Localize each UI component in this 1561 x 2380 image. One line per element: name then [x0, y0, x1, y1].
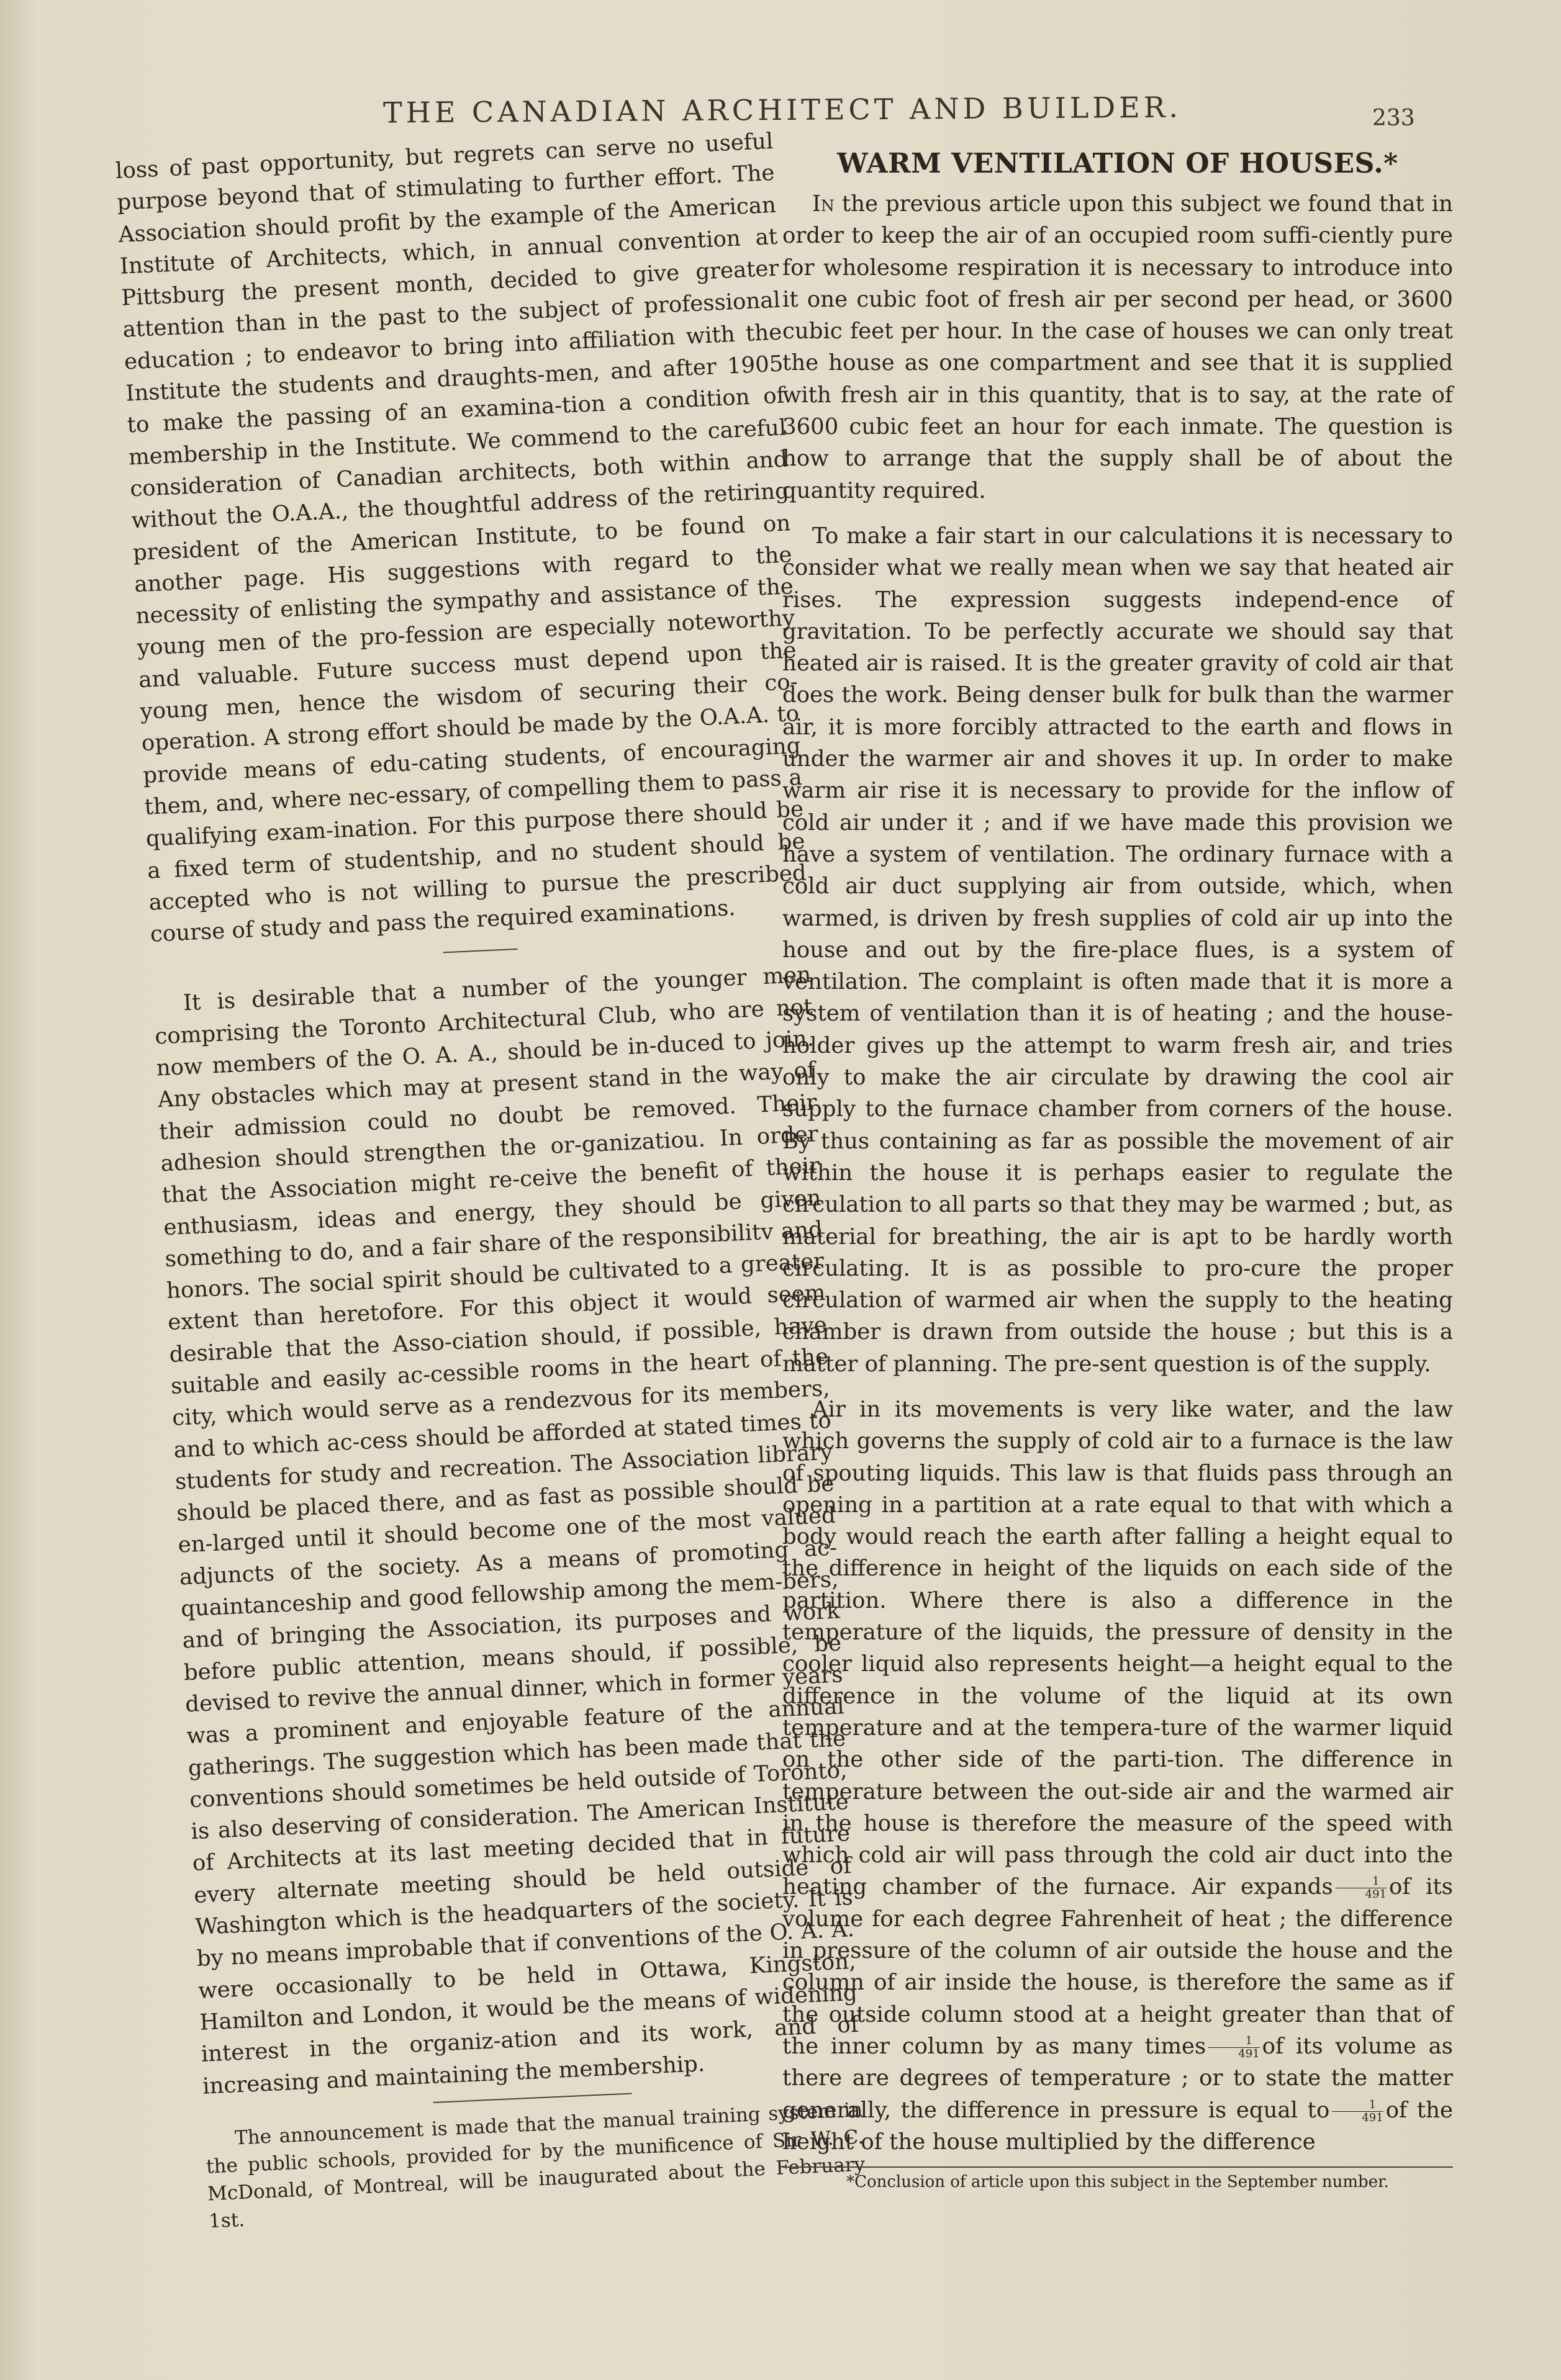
fraction-denominator: 491	[1238, 2047, 1260, 2060]
fraction-numerator: 1	[1208, 2035, 1259, 2048]
running-header: THE CANADIAN ARCHITECT AND BUILDER.	[382, 90, 1182, 130]
fraction-denominator: 491	[1362, 2111, 1383, 2124]
section-divider	[443, 949, 518, 953]
page-number: 233	[1372, 106, 1415, 131]
lead-word: In	[812, 191, 835, 217]
fraction-1-491	[1336, 1875, 1387, 1901]
fraction-numerator: 1	[1336, 1875, 1387, 1888]
fraction-numerator: 1	[1332, 2099, 1383, 2112]
left-column	[115, 125, 867, 2235]
article-paragraph-3-part-a: Air in its movements is very like water, and the law which governs the supply of cold air to a furnace is the law of spouting liquids. This law is that fluids pass through an opening in a partition at a rate equal to that with which a body would reach the earth after falling a height equal to the difference in height of the liquids on each side of the partition. Where there is also a difference in the temperature of the liquids, the pressure of density in the cooler liquid also represents height—a height equal to the difference in the volume of the liquid at its own temperature and at the tempera-ture of the warmer liquid on the other side of the parti-tion. The difference in temperature between the out-side air and the warmed air in the house is therefore the measure of the speed with which cold air will pass through the cold air duct into the heating chamber of the furnace. Air expands	[782, 1396, 1453, 1900]
fraction-1-491	[1332, 2099, 1383, 2124]
article-paragraph-3-part-b: of its volume for each degree Fahrenheit of heat ; the difference in pressure of the column of air outside the house and the column of air inside the house, is therefore the same as if the outside column stood at a height greater than that of the inner column by as many times	[782, 1874, 1453, 2059]
article-paragraph-3-part-d: of the height of the house multiplied by the difference	[782, 2097, 1453, 2155]
article-paragraph-3	[782, 1394, 1453, 2158]
article-title: WARM VENTILATION OF HOUSES.*	[837, 148, 1398, 179]
footnote-divider	[782, 2166, 1453, 2168]
fraction-denominator: 491	[1365, 1888, 1387, 1901]
section-divider-wide	[433, 2093, 632, 2103]
editorial-paragraph-2: It is desirable that a number of the younger men comprising the Toronto Architectural Club, who are not now members of the O. A. A., should be in-duced to join. Any obstacles which may at present stand in the way of their admission could no doubt be removed. Their adhesion should strengthen the or-ganizatiou. In order that the Association might re-ceive the benefit of their enthusiasm, ideas and energy, they should be given something to do, and a fair share of the responsibilitv and honors. The social spirit should be cultivated to a greater extent than heretofore. For this object it would seem desirable that the Asso-ciation should, if possible, have suitable and easily ac-cessible rooms in the heart of the city, which would serve as a rendezvous for its members, and to which ac-cess should be afforded at stated times to students for study and recreation. The Association library should be placed there, and as fast as possible should be en-larged until it should become one of the most valued adjuncts of the society. As a means of promoting ac-quaintanceship and good fellowship among the mem-bers, and of bringing the Association, its purposes and work before public attention, means should, if possible, be devised to revive the annual dinner, which in former years was a prominent and enjoyable feature of the annual gatherings. The suggestion which has been made that the conventions should sometimes be held outside of Toronto, is also deserving of consideration. The American Institute of Architects at its last meeting decided that in future every alternate meeting should be held outside of Washington which is the headquarters of the society. It is by no means improbable that if conventions of the O. A. A. were occasionally to be held in Ottawa, Kingston, Hamilton and London, it would be the means of widening interest in the organiz-ation and its work, and of increasing and maintaining the membership.	[154, 962, 859, 2099]
footnote: *Conclusion of article upon this subject in the September number.	[846, 2173, 1389, 2192]
article-paragraph-1	[782, 188, 1453, 507]
fraction-1-491	[1208, 2035, 1259, 2060]
article-paragraph-3-part-c: of its volume as there are degrees of temperature ; or to state the matter generally, the difference in pressure is equal to	[782, 2033, 1453, 2123]
right-column	[782, 148, 1453, 2193]
article-paragraph-1-text: the previous article upon this subject we found that in order to keep the air of an occupied room suffi-ciently pure for wholesome respiration it is necessary to introduce into it one cubic foot of fresh air per second per head, or 3600 cubic feet per hour. In the case of houses we can only treat the house as one compartment and see that it is supplied with fresh air in this quantity, that is to say, at the rate of 3600 cubic feet an hour for each inmate. The question is how to arrange that the supply shall be of about the quantity required.	[782, 191, 1453, 503]
article-paragraph-2: To make a fair start in our calculations it is necessary to consider what we really mean when we say that heated air rises. The expression suggests independ-ence of gravitation. To be perfectly accurate we should say that heated air is raised. It is the greater gravity of cold air that does the work. Being denser bulk for bulk than the warmer air, it is more forcibly attracted to the earth and flows in under the warmer air and shoves it up. In order to make warm air rise it is necessary to provide for the inflow of cold air under it ; and if we have made this provision we have a system of ventilation. The ordinary furnace with a cold air duct supplying air from outside, which, when warmed, is driven by fresh supplies of cold air up into the house and out by the fire-place flues, is a system of ventilation. The complaint is often made that it is more a system of ventilation than it is of heating ; and the house-holder gives up the attempt to warm fresh air, and tries only to make the air circulate by drawing the cool air supply to the furnace chamber from corners of the house. By thus containing as far as possible the movement of air within the house it is perhaps easier to regulate the circulation to all parts so that they may be warmed ; but, as material for breathing, the air is apt to be hardly worth circulating. It is as possible to pro-cure the proper circulation of warmed air when the supply to the heating chamber is drawn from outside the house ; but this is a matter of planning. The pre-sent question is of the supply.	[782, 523, 1453, 1377]
editorial-paragraph-1: loss of past opportunity, but regrets can serve no useful purpose beyond that of stimulating to further effort. The Association should profit by the example of the American Institute of Architects, which, in annual convention at Pittsburg the present month, decided to give greater attention than in the past to the subject of professional education ; to endeavor to bring into affiliation with the Institute the students and draughts-men, and after 1905 to make the passing of an examina-tion a condition of membership in the Institute. We commend to the careful consideration of Canadian architects, both within and without the O.A.A., the thoughtful address of the retiring president of the American Institute, to be found on another page. His suggestions with regard to the necessity of enlisting the sympathy and assistance of the young men of the pro-fession are especially noteworthy and valuable. Future success must depend upon the young men, hence the wisdom of securing their co-operation. A strong effort should be made by the O.A.A. to provide means of edu-cating students, of encouraging them, and, where nec-essary, of compelling them to pass a qualifying exam-ination. For this purpose there should be a fixed term of studentship, and no student should be accepted who is not willing to pursue the prescribed course of study and pass the required examinations.	[115, 128, 807, 947]
announcement-paragraph: The announcement is made that the manual training system in the public schools, provided for by the munificence of Sir W. C. McDonald, of Montreal, will be inaugurated about the February 1st.	[206, 2098, 866, 2233]
